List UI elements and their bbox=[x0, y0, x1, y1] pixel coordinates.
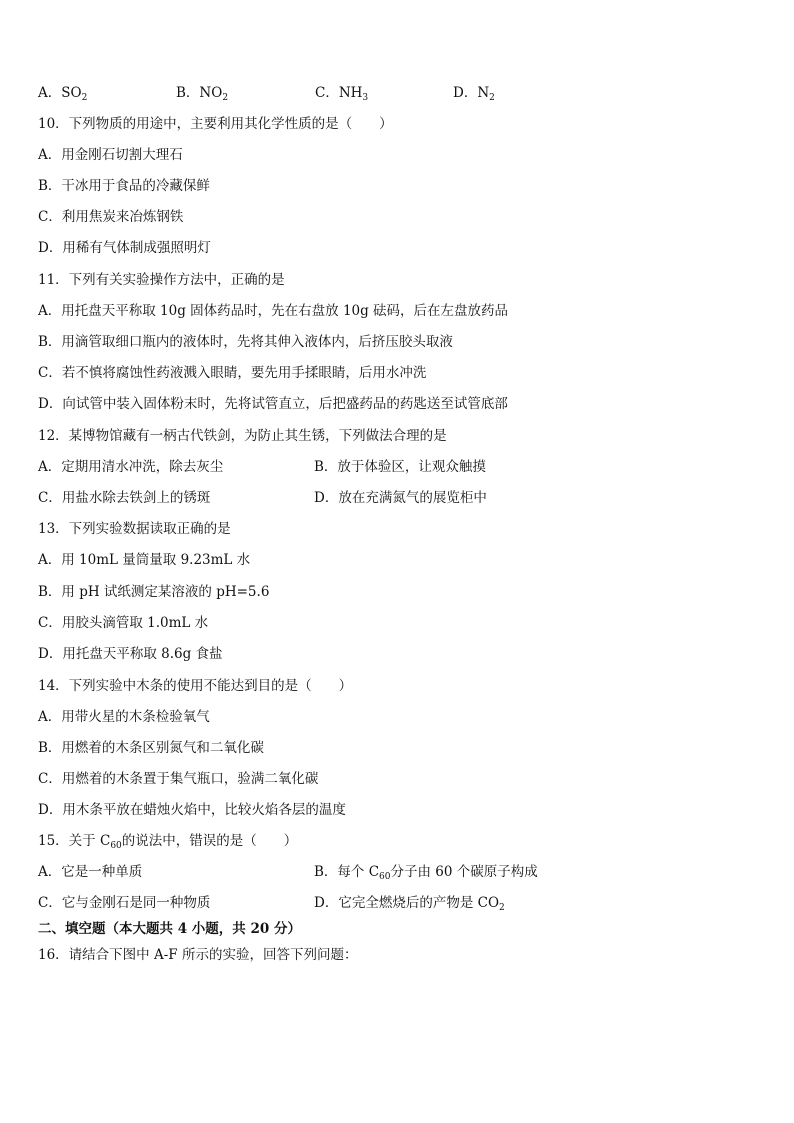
section-heading: 二、填空题（本大题共 4 小题，共 20 分） bbox=[38, 921, 301, 937]
q15-option-c: C．它与金刚石是同一种物质 bbox=[38, 895, 211, 911]
q15-option-d bbox=[314, 894, 505, 912]
q15-option-b bbox=[314, 863, 538, 881]
q14-option-d: D．用木条平放在蜡烛火焰中，比较火焰各层的温度 bbox=[38, 802, 346, 818]
q9-option-b bbox=[176, 84, 228, 102]
q14-option-c: C．用燃着的木条置于集气瓶口，验满二氧化碳 bbox=[38, 771, 319, 787]
q13-option-d: D．用托盘天平称取 8.6g 食盐 bbox=[38, 646, 223, 662]
q9-option-a-sub: 2 bbox=[81, 93, 88, 103]
q11-option-c: C．若不慎将腐蚀性药液溅入眼睛，要先用手揉眼睛，后用水冲洗 bbox=[38, 365, 427, 381]
q10-option-b: B．干冰用于食品的冷藏保鲜 bbox=[38, 178, 210, 194]
q15-option-a: A．它是一种单质 bbox=[38, 864, 143, 880]
q13-option-b: B．用 pH 试纸测定某溶液的 pH=5.6 bbox=[38, 584, 270, 600]
q9-option-a-text: A．SO bbox=[38, 85, 82, 101]
q15-option-b-suffix: 分子由 60 个碳原子构成 bbox=[390, 864, 538, 880]
q14-stem: 14．下列实验中木条的使用不能达到目的是（ ） bbox=[38, 678, 353, 694]
q13-option-a: A．用 10mL 量筒量取 9.23mL 水 bbox=[38, 552, 251, 568]
q9-option-b-sub: 2 bbox=[222, 93, 229, 103]
q9-option-a bbox=[38, 84, 87, 102]
q9-option-d-sub: 2 bbox=[489, 93, 495, 103]
q10-option-a: A．用金刚石切割大理石 bbox=[38, 147, 183, 163]
q16-stem: 16．请结合下图中 A-F 所示的实验，回答下列问题： bbox=[38, 947, 358, 963]
q12-option-b: B．放于体验区，让观众触摸 bbox=[314, 459, 486, 475]
q10-option-c: C．利用焦炭来冶炼钢铁 bbox=[38, 209, 184, 225]
q11-option-b: B．用滴管取细口瓶内的液体时，先将其伸入液体内，后挤压胶头取液 bbox=[38, 334, 453, 350]
q12-stem: 12．某博物馆藏有一柄古代铁剑，为防止其生锈，下列做法合理的是 bbox=[38, 428, 447, 444]
q11-option-a: A．用托盘天平称取 10g 固体药品时，先在右盘放 10g 砝码，后在左盘放药品 bbox=[38, 303, 509, 319]
q9-option-b-text: B．NO bbox=[176, 85, 223, 101]
q13-stem: 13．下列实验数据读取正确的是 bbox=[38, 521, 231, 537]
q15-stem-prefix: 15．关于 C bbox=[38, 833, 111, 849]
q15-option-d-prefix: D．它完全燃烧后的产物是 CO bbox=[314, 895, 500, 911]
q12-option-a: A．定期用清水冲洗，除去灰尘 bbox=[38, 459, 224, 475]
q15-stem-suffix: 的说法中，错误的是（ ） bbox=[121, 833, 298, 849]
q14-option-b: B．用燃着的木条区别氮气和二氧化碳 bbox=[38, 740, 264, 756]
q9-option-c-sub: 3 bbox=[362, 93, 369, 103]
q15-stem bbox=[38, 832, 297, 850]
q13-option-c: C．用胶头滴管取 1.0mL 水 bbox=[38, 615, 209, 631]
q11-option-d: D．向试管中装入固体粉末时，先将试管直立，后把盛药品的药匙送至试管底部 bbox=[38, 396, 508, 412]
q15-stem-sub: 60 bbox=[110, 841, 122, 851]
q9-option-d bbox=[453, 84, 495, 102]
q12-option-c: C．用盐水除去铁剑上的锈斑 bbox=[38, 490, 211, 506]
q10-option-d: D．用稀有气体制成强照明灯 bbox=[38, 240, 211, 256]
q15-option-b-prefix: B．每个 C bbox=[314, 864, 380, 880]
q10-stem: 10．下列物质的用途中，主要利用其化学性质的是（ ） bbox=[38, 116, 393, 132]
q12-option-d: D．放在充满氮气的展览柜中 bbox=[314, 490, 487, 506]
q14-option-a: A．用带火星的木条检验氧气 bbox=[38, 709, 210, 725]
q15-option-d-sub: 2 bbox=[499, 903, 505, 913]
q9-option-d-text: D．N bbox=[453, 85, 490, 101]
q15-option-b-sub: 60 bbox=[379, 872, 391, 882]
q11-stem: 11．下列有关实验操作方法中，正确的是 bbox=[38, 272, 285, 288]
q9-option-c-text: C．NH bbox=[315, 85, 363, 101]
q9-option-c bbox=[315, 84, 368, 102]
